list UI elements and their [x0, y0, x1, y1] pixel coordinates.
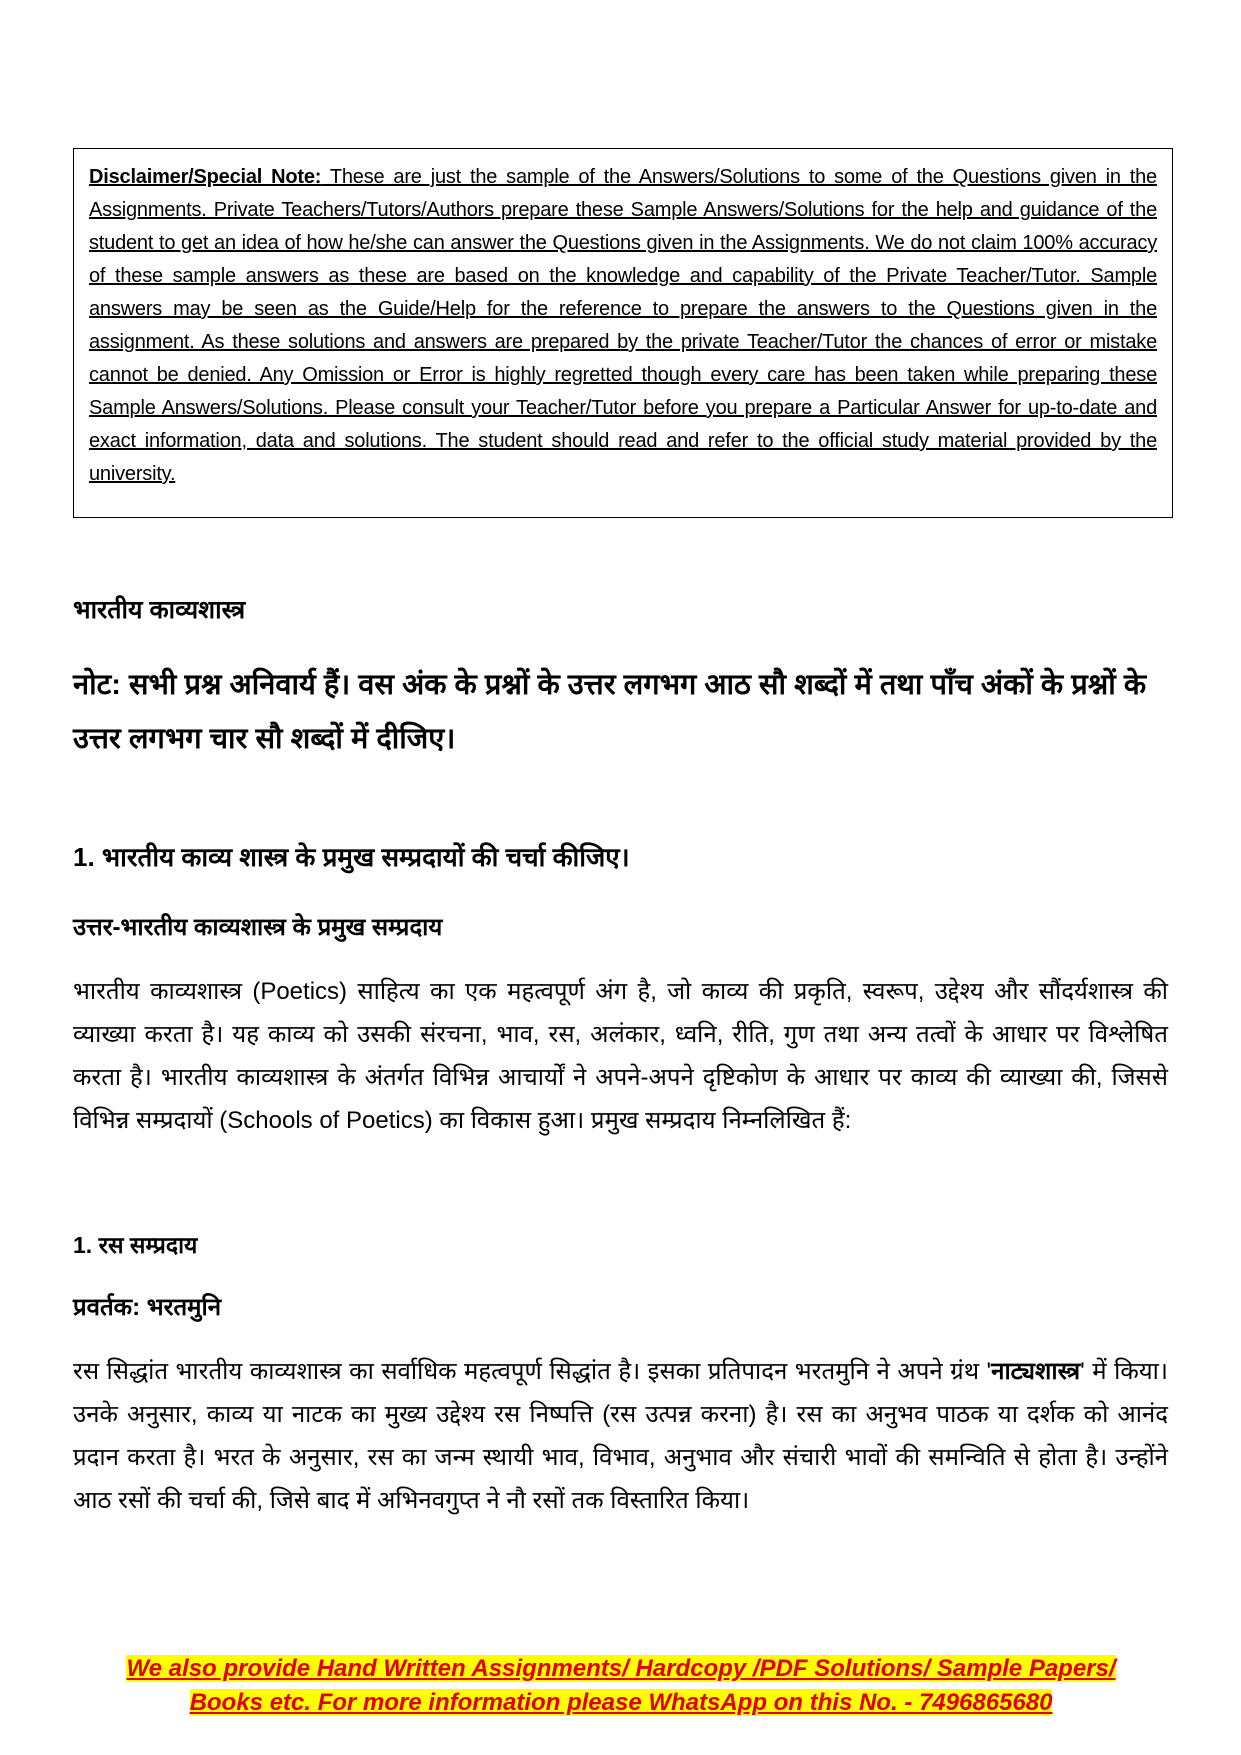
- question-heading: 1. भारतीय काव्य शास्त्र के प्रमुख सम्प्रदायों की चर्चा कीजिए।: [73, 842, 630, 872]
- intro-paragraph: भारतीय काव्यशास्त्र (Poetics) साहित्य का एक महत्वपूर्ण अंग है, जो काव्य की प्रकृति, स्वरूप, उद्देश्य और सौंदर्यशास्त्र की व्याख्या करता है। यह काव्य को उसकी संरचना, भाव, रस, अलंकार, ध्वनि, रीति, गुण तथा अन्य तत्वों के आधार पर विश्लेषित करता है। भारतीय काव्यशास्त्र के अंतर्गत विभिन्न आचार्यों ने अपने-अपने दृष्टिकोण के आधार पर काव्य की व्याख्या की, जिससे विभिन्न सम्प्रदायों (Schools of Poetics) का विकास हुआ। प्रमुख सम्प्रदाय निम्नलिखित हैं:: [73, 978, 1168, 1134]
- section-heading-rasa: 1. रस सम्प्रदाय: [73, 1232, 198, 1258]
- promo-line-2: Books etc. For more information please WhatsApp on this No. - 7496865680: [189, 1689, 1053, 1716]
- disclaimer-body: These are just the sample of the Answers/Solutions to some of the Questions given in the Assignments. Private Teachers/Tutors/Authors prepare these Sample Answers/Solutions for the help and guidance of the student to get an idea of how he/she can answer the Questions given in the Assignments. We do not claim 100% accuracy of these sample answers as these are based on the knowledge and capability of the Private Teacher/Tutor. Sample answers may be seen as the Guide/Help for the reference to prepare the answers to the Questions given in the assignment. As these solutions and answers are prepared by the private Teacher/Tutor the chances of error or mistake cannot be denied. Any Omission or Error is highly regretted though every care has been taken while preparing these Sample Answers/Solutions. Please consult your Teacher/Tutor before you prepare a Particular Answer for up-to-date and exact information, data and solutions. The student should read and refer to the official study material provided by the university.: [89, 166, 1157, 485]
- rasa-text-part2: ' में किया। उनके अनुसार, काव्य या नाटक का मुख्य उद्देश्य रस निष्पत्ति (रस उत्पन्न करना) है। रस का अनुभव पाठक या दर्शक को आनंद प्रदान करता है। भरत के अनुसार, रस का जन्म स्थायी भाव, विभाव, अनुभाव और संचारी भावों की समन्विति से होता है। उन्होंने आठ रसों की चर्चा की, जिसे बाद में अभिनवगुप्त ने नौ रसों तक विस्तारित किया।: [73, 1358, 1168, 1514]
- promo-line-1: We also provide Hand Written Assignments/ Hardcopy /PDF Solutions/ Sample Papers/: [126, 1655, 1116, 1682]
- disclaimer-text: [89, 161, 1157, 491]
- disclaimer-lead: Disclaimer/Special Note:: [89, 166, 322, 188]
- subject-title: भारतीय काव्यशास्त्र: [73, 596, 246, 624]
- rasa-paragraph: [73, 1350, 1168, 1522]
- answer-heading: उत्तर-भारतीय काव्यशास्त्र के प्रमुख सम्प्रदाय: [73, 914, 443, 941]
- promo-footer: [100, 1652, 1142, 1720]
- natyashastra-bold: नाट्यशास्त्र: [991, 1358, 1081, 1385]
- founder-line: प्रवर्तक: भरतमुनि: [73, 1294, 222, 1321]
- instruction-note: नोट: सभी प्रश्न अनिवार्य हैं। वस अंक के प्रश्नों के उत्तर लगभग आठ सौ शब्दों में तथा पाँच अंकों के प्रश्नों के उत्तर लगभग चार सौ शब्दों में दीजिए।: [73, 669, 1147, 755]
- rasa-text-part1: रस सिद्धांत भारतीय काव्यशास्त्र का सर्वाधिक महत्वपूर्ण सिद्धांत है। इसका प्रतिपादन भरतमुनि ने अपने ग्रंथ ': [73, 1358, 992, 1385]
- disclaimer-box: [73, 148, 1173, 518]
